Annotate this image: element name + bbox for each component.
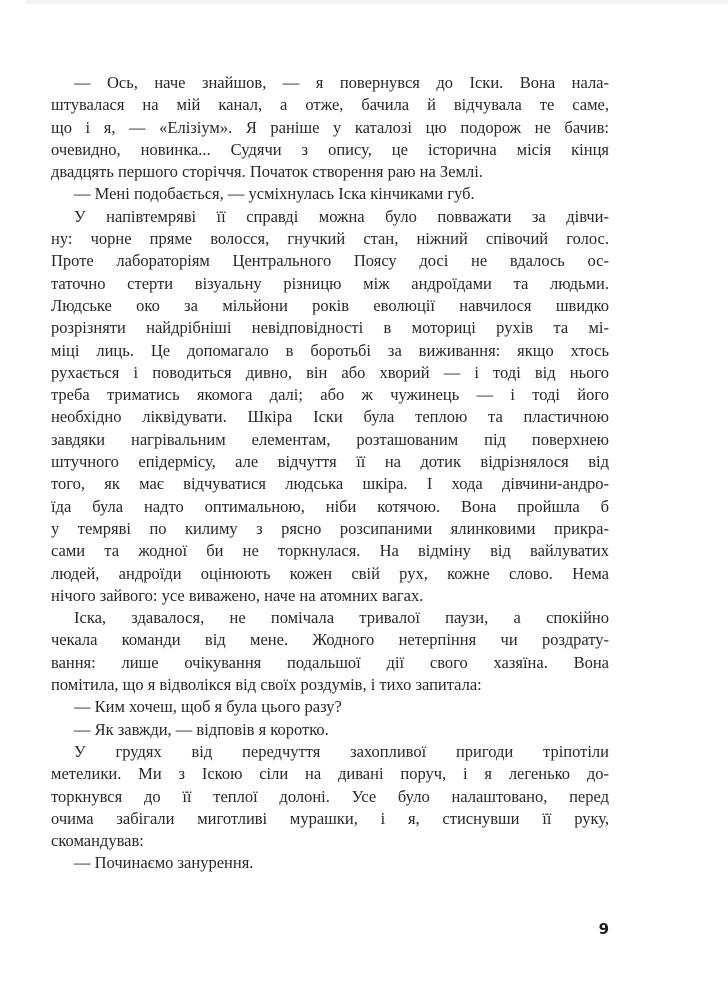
text-line: у темряві по килиму з рясно розсипаними ялинковими прикра-	[51, 518, 609, 538]
text-line: Іска, здавалося, не помічала тривалої паузи, а спокійно	[74, 608, 609, 628]
text-line: чекала команди від мене. Жодного нетерпіння чи роздрату-	[51, 630, 609, 650]
body-text-block	[51, 72, 609, 875]
text-line: рухається і поводиться дивно, він або хворий — і тоді від нього	[51, 362, 609, 382]
text-line: таточно стерти візуальну різницю між андроїдами та людьми.	[51, 273, 609, 293]
text-line: необхідно ліквідувати. Шкіра Іски була теплою та пластичною	[51, 407, 609, 427]
text-line: розрізняти найдрібніші невідповідності в моториці рухів та мі-	[51, 318, 609, 338]
text-line: того, як має відчуватися людська шкіра. І хода дівчини-андро-	[51, 474, 609, 494]
text-line: Людське око за мільйони років еволюції навчилося швидко	[51, 295, 609, 315]
text-line: Проте лабораторіям Центрального Поясу досі не вдалось ос-	[51, 251, 609, 271]
text-line: — Ким хочеш, щоб я була цього разу?	[74, 697, 342, 717]
text-line: метелики. Ми з Іскою сіли на дивані поруч, і я легенько до-	[51, 764, 609, 784]
text-line: скомандував:	[51, 831, 144, 851]
text-line: що і я, — «Елізіум». Я раніше у каталозі цю подорож не бачив:	[51, 117, 609, 137]
text-line: вання: лише очікування подальшої дії свого хазяїна. Вона	[51, 652, 609, 672]
text-line: торкнувся до її теплої долоні. Усе було налаштовано, перед	[51, 786, 609, 806]
text-line: штувалася на мій канал, а отже, бачила й відчувала те саме,	[51, 95, 609, 115]
text-line: нічого зайвого: усе виважено, наче на атомних вагах.	[51, 585, 424, 605]
text-line: — Ось, наче знайшов, — я повернувся до Іски. Вона нала-	[74, 73, 609, 92]
text-line: помітила, що я відволікся від своїх роздумів, і тихо запитала:	[51, 675, 482, 695]
text-line: ну: чорне пряме волосся, гнучкий стан, ніжний співочий голос.	[51, 229, 609, 249]
text-line: очима забігали миготливі мурашки, і я, стиснувши її руку,	[51, 808, 609, 828]
text-line: очевидно, новинка... Судячи з опису, це історична місія кінця	[51, 139, 609, 159]
text-line: завдяки нагрівальним елементам, розташованим під поверхнею	[51, 429, 609, 449]
page-top-edge-shadow	[26, 0, 728, 4]
page-number: 9	[598, 920, 609, 938]
text-line: У напівтемряві її справді можна було повважати за дівчи-	[74, 206, 609, 226]
text-line: — Починаємо занурення.	[74, 853, 254, 873]
text-line: міці лиць. Це допомагало в боротьбі за виживання: якщо хтось	[51, 340, 609, 360]
text-line: У грудях від передчуття захопливої пригоди тріпотіли	[74, 741, 609, 761]
text-line: людей, андроїди оцінюють кожен свій рух, кожне слово. Нема	[51, 563, 609, 583]
text-line: двадцять першого сторіччя. Початок створення раю на Землі.	[51, 162, 483, 182]
text-line: треба триматись якомога далі; або ж чужинець — і тоді його	[51, 385, 609, 405]
text-line: — Мені подобається, — усміхнулась Іска кінчиками губ.	[74, 184, 475, 204]
text-line: сами та жодної би не торкнулася. На відміну від вайлуватих	[51, 541, 609, 561]
text-line: їда була надто оптимальною, ніби котячою. Вона пройшла б	[51, 496, 609, 516]
text-line: — Як завжди, — відповів я коротко.	[74, 719, 329, 739]
text-line: штучного епідермісу, але відчуття її на дотик відрізнялося від	[51, 452, 609, 472]
